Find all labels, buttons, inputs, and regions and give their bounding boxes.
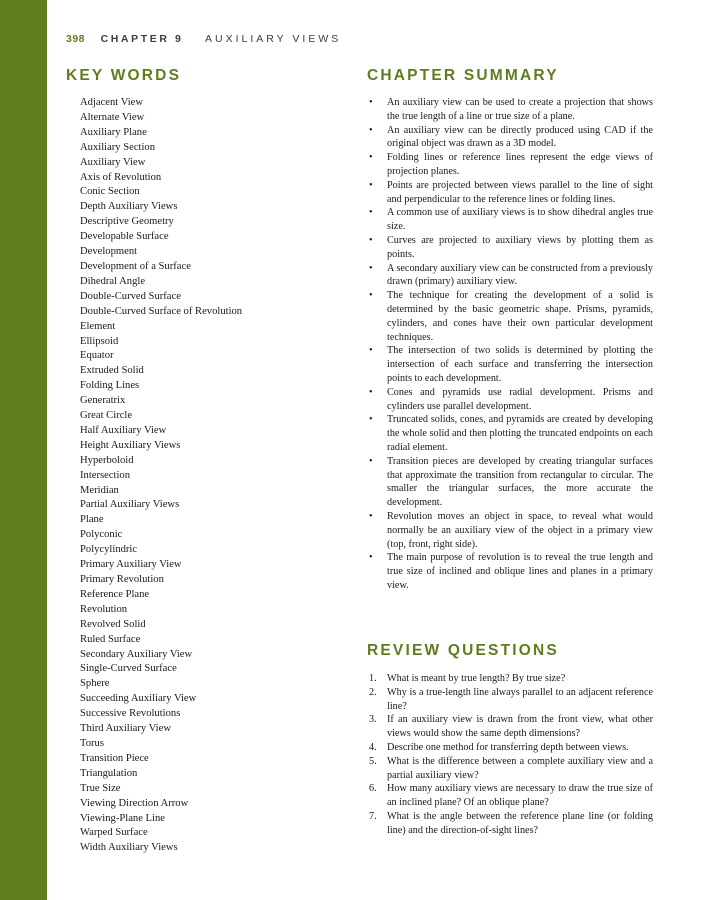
key-word-item: Dihedral Angle: [80, 275, 146, 287]
question-number: 4.: [369, 741, 377, 753]
key-word-item: Auxiliary Section: [80, 141, 156, 153]
bullet-icon: •: [369, 386, 373, 398]
review-question: [369, 741, 653, 755]
summary-text: The intersection of two solids is determined by plotting the intersection of each surface and transferring the intersection points to each development.: [387, 345, 653, 384]
chapter-summary-heading: CHAPTER SUMMARY: [367, 67, 559, 84]
review-question: [369, 782, 653, 810]
question-text: Describe one method for transferring depth between views.: [387, 741, 629, 753]
summary-text: The main purpose of revolution is to reveal the true length and true size of inclined and oblique lines and planes in a primary view.: [387, 552, 653, 591]
summary-item: [369, 386, 653, 414]
key-word-item: Adjacent View: [80, 97, 144, 108]
key-word-item: Developable Surface: [80, 231, 169, 243]
key-word-item: Primary Auxiliary View: [80, 559, 182, 571]
key-word-item: Auxiliary View: [80, 156, 146, 168]
summary-text: Cones and pyramids use radial development. Prisms and cylinders use parallel development.: [387, 386, 653, 412]
bullet-icon: •: [369, 455, 373, 467]
bullet-icon: •: [369, 152, 373, 164]
question-number: 7.: [369, 810, 377, 822]
key-word-item: Successive Revolutions: [80, 708, 181, 720]
key-word-item: Viewing Direction Arrow: [80, 797, 189, 809]
page-number: 398: [66, 33, 86, 45]
review-questions-heading: REVIEW QUESTIONS: [367, 642, 559, 659]
review-question: [369, 672, 653, 686]
summary-text: A common use of auxiliary views is to show dihedral angles true size.: [387, 207, 653, 233]
key-word-item: Revolved Solid: [80, 618, 146, 630]
key-word-item: True Size: [80, 782, 121, 794]
summary-text: Transition pieces are developed by creating triangular surfaces that approximate the transition from rectangular to circular. The smaller the triangular surfaces, the more accurate the development.: [387, 455, 653, 509]
question-text: Why is a true-length line always parallel to an adjacent reference line?: [387, 686, 653, 712]
key-word-item: Ellipsoid: [80, 335, 119, 347]
summary-text: Truncated solids, cones, and pyramids are created by developing the whole solid and then plotting the truncated endpoints on each radial element.: [387, 414, 653, 453]
summary-item: [369, 262, 653, 290]
summary-item: [369, 344, 653, 385]
key-word-item: Intersection: [80, 469, 131, 481]
key-word-item: Width Auxiliary Views: [80, 842, 178, 854]
key-word-item: Extruded Solid: [80, 365, 144, 377]
key-word-item: Viewing-Plane Line: [80, 812, 165, 824]
summary-item: [369, 179, 653, 207]
chapter-summary-list: [369, 96, 653, 593]
question-text: If an auxiliary view is drawn from the front view, what other views would show the same depth dimensions?: [387, 714, 653, 740]
bullet-icon: •: [369, 97, 373, 108]
key-word-item: Element: [80, 320, 116, 332]
summary-text: The technique for creating the development of a solid is determined by the basic geometric shape. Prisms, pyramids, cylinders, and cones have their own particular development techniques.: [387, 290, 653, 343]
question-text: What is meant by true length? By true size?: [387, 673, 566, 684]
key-word-item: Sphere: [80, 678, 110, 690]
bullet-icon: •: [369, 234, 373, 246]
key-word-item: Warped Surface: [80, 827, 148, 839]
key-word-item: Single-Curved Surface: [80, 663, 177, 675]
key-word-item: Plane: [80, 514, 104, 526]
key-word-item: Folding Lines: [80, 380, 140, 392]
bullet-icon: •: [369, 207, 373, 219]
key-word-item: Ruled Surface: [80, 633, 141, 645]
key-word-item: Partial Auxiliary Views: [80, 499, 180, 511]
bullet-icon: •: [369, 552, 373, 564]
key-word-item: Depth Auxiliary Views: [80, 201, 178, 213]
key-word-item: Reference Plane: [80, 588, 150, 600]
summary-text: Curves are projected to auxiliary views by plotting them as points.: [387, 234, 653, 260]
key-word-item: Polycylindric: [80, 544, 138, 556]
summary-item: [369, 289, 653, 344]
key-words-heading: KEY WORDS: [66, 67, 182, 84]
summary-item: [369, 413, 653, 454]
review-question: [369, 713, 653, 741]
page-side-bar: [0, 0, 47, 900]
key-word-item: Primary Revolution: [80, 574, 164, 585]
key-word-item: Equator: [80, 350, 114, 362]
summary-text: Points are projected between views parallel to the line of sight and perpendicular to the reference lines or folding lines.: [387, 179, 653, 205]
summary-text: An auxiliary view can be directly produced using CAD if the original object was drawn as a 3D model.: [387, 124, 653, 150]
review-question: [369, 810, 653, 838]
key-word-item: Auxiliary Plane: [80, 126, 147, 138]
chapter-label: CHAPTER 9: [100, 33, 184, 45]
key-word-item: Great Circle: [80, 410, 133, 422]
key-word-item: Succeeding Auxiliary View: [80, 693, 197, 705]
key-word-item: Transition Piece: [80, 752, 149, 764]
bullet-icon: •: [369, 414, 373, 426]
bullet-icon: •: [369, 124, 373, 136]
key-word-item: Revolution: [80, 603, 128, 615]
bullet-icon: •: [369, 510, 373, 522]
question-text: What is the angle between the reference plane line (or folding line) and the direction-of-sight lines?: [387, 810, 653, 836]
key-word-item: Secondary Auxiliary View: [80, 648, 193, 660]
question-text: How many auxiliary views are necessary to draw the true size of an inclined plane? Of an oblique plane?: [387, 783, 653, 809]
key-word-item: Torus: [80, 737, 104, 749]
summary-item: [369, 455, 653, 510]
key-word-item: Half Auxiliary View: [80, 424, 167, 436]
key-word-item: Generatrix: [80, 395, 126, 407]
review-question: [369, 755, 653, 783]
bullet-icon: •: [369, 290, 373, 302]
key-words-list: [80, 96, 242, 856]
review-questions-list: [369, 672, 653, 838]
question-number: 5.: [369, 755, 377, 767]
summary-text: Revolution moves an object in space, to reveal what would normally be an auxiliary view of the object in a primary view (top, front, right side).: [387, 510, 653, 550]
key-word-item: Third Auxiliary View: [80, 723, 171, 735]
summary-item: [369, 510, 653, 551]
key-word-item: Development: [80, 246, 138, 258]
summary-item: [369, 234, 653, 262]
question-number: 1.: [369, 673, 377, 684]
bullet-icon: •: [369, 179, 373, 191]
key-word-item: Double-Curved Surface: [80, 290, 181, 302]
bullet-icon: •: [369, 345, 373, 357]
key-word-item: Meridian: [80, 484, 119, 496]
key-word-item: Triangulation: [80, 767, 138, 779]
summary-item: [369, 206, 653, 234]
key-word-item: Double-Curved Surface of Revolution: [80, 305, 243, 317]
key-word-item: Hyperboloid: [80, 454, 134, 466]
key-word-item: Alternate View: [80, 111, 145, 123]
summary-item: [369, 151, 653, 179]
key-word-item: Axis of Revolution: [80, 171, 162, 183]
key-word-item: Polyconic: [80, 529, 123, 541]
summary-item: [369, 551, 653, 592]
question-number: 2.: [369, 686, 377, 698]
key-word-item: Descriptive Geometry: [80, 216, 174, 228]
question-number: 6.: [369, 783, 377, 795]
summary-text: An auxiliary view can be used to create a projection that shows the true length of a line or true size of a plane.: [387, 97, 653, 122]
running-header: [66, 33, 341, 45]
question-text: What is the difference between a complete auxiliary view and a partial auxiliary view?: [387, 755, 653, 781]
summary-text: A secondary auxiliary view can be constructed from a previously drawn (primary) auxiliary view.: [387, 262, 653, 288]
summary-item: [369, 96, 653, 124]
key-word-item: Conic Section: [80, 186, 140, 198]
summary-text: Folding lines or reference lines represent the edge views of projection planes.: [387, 152, 653, 177]
summary-item: [369, 124, 653, 152]
bullet-icon: •: [369, 262, 373, 274]
review-question: [369, 686, 653, 714]
key-word-item: Development of a Surface: [80, 260, 191, 272]
key-word-item: Height Auxiliary Views: [80, 439, 181, 451]
section-label: AUXILIARY VIEWS: [205, 33, 342, 45]
question-number: 3.: [369, 714, 377, 726]
